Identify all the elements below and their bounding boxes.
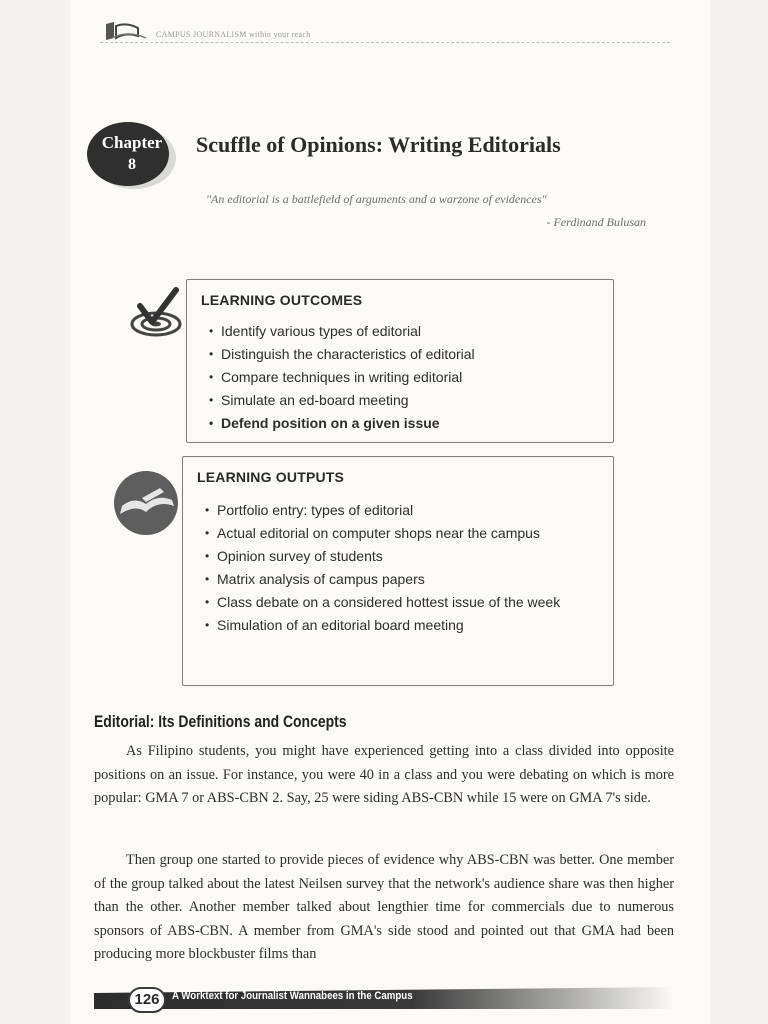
- list-item: • Defend position on a given issue: [209, 412, 604, 435]
- header-divider: [100, 42, 670, 43]
- list-item: • Simulate an ed-board meeting: [209, 389, 604, 412]
- learning-outputs-box: [182, 456, 614, 686]
- body-paragraph: As Filipino students, you might have experienced getting into a class divided into opposite positions on an issue. For instance, you were 40 in a class and you were debating on which is more popular: GMA 7 or ABS-CBN 2. Say, 25 were siding ABS-CBN while 15 were on GMA 7's side.: [94, 743, 674, 807]
- list-item: • Identify various types of editorial: [209, 320, 604, 343]
- learning-outcomes-list: [209, 320, 604, 435]
- learning-outcomes-title: LEARNING OUTCOMES: [201, 292, 363, 308]
- list-item: • Class debate on a considered hottest issue of the week: [205, 591, 575, 614]
- body-paragraph: Then group one started to provide pieces of evidence why ABS-CBN was better. One member of the group talked about the latest Neilsen survey that the network's audience share was then higher than the other. Another member talked about lengthier time for commercials due to numerous sponsors of ABS-CBN. A member from GMA's side stood and pointed out that GMA had been producing more blockbuster films than: [94, 852, 674, 963]
- learning-outcomes-box: [186, 279, 614, 443]
- list-item: • Simulation of an editorial board meeting: [205, 614, 575, 637]
- list-item: • Opinion survey of students: [205, 545, 575, 568]
- list-item: • Matrix analysis of campus papers: [205, 568, 575, 591]
- book-logo-icon: [104, 20, 148, 42]
- list-item: • Actual editorial on computer shops near the campus: [205, 522, 575, 545]
- chapter-label: Chapter: [101, 133, 163, 152]
- epigraph-author: - Ferdinand Bulusan: [546, 215, 646, 229]
- running-title: CAMPUS JOURNALISM within your reach: [156, 30, 311, 39]
- open-book-icon: [112, 470, 182, 536]
- epigraph-quote: "An editorial is a battlefield of arguments and a warzone of evidences": [206, 192, 547, 206]
- chapter-badge: [84, 118, 176, 190]
- list-item: • Compare techniques in writing editorial: [209, 366, 604, 389]
- footer-book-title: A Worktext for Journalist Wannabees in the Campus: [172, 990, 413, 1002]
- running-header: [100, 18, 670, 48]
- chapter-title: Scuffle of Opinions: Writing Editorials: [196, 132, 561, 157]
- page-number: 126: [128, 987, 166, 1013]
- chapter-number: 8: [128, 156, 136, 173]
- list-item: • Distinguish the characteristics of editorial: [209, 343, 604, 366]
- target-checkmark-icon: [130, 286, 184, 338]
- section-heading: Editorial: Its Definitions and Concepts: [94, 712, 347, 731]
- learning-outputs-title: LEARNING OUTPUTS: [197, 469, 345, 485]
- learning-outputs-list: [205, 499, 575, 637]
- list-item: • Portfolio entry: types of editorial: [205, 499, 575, 522]
